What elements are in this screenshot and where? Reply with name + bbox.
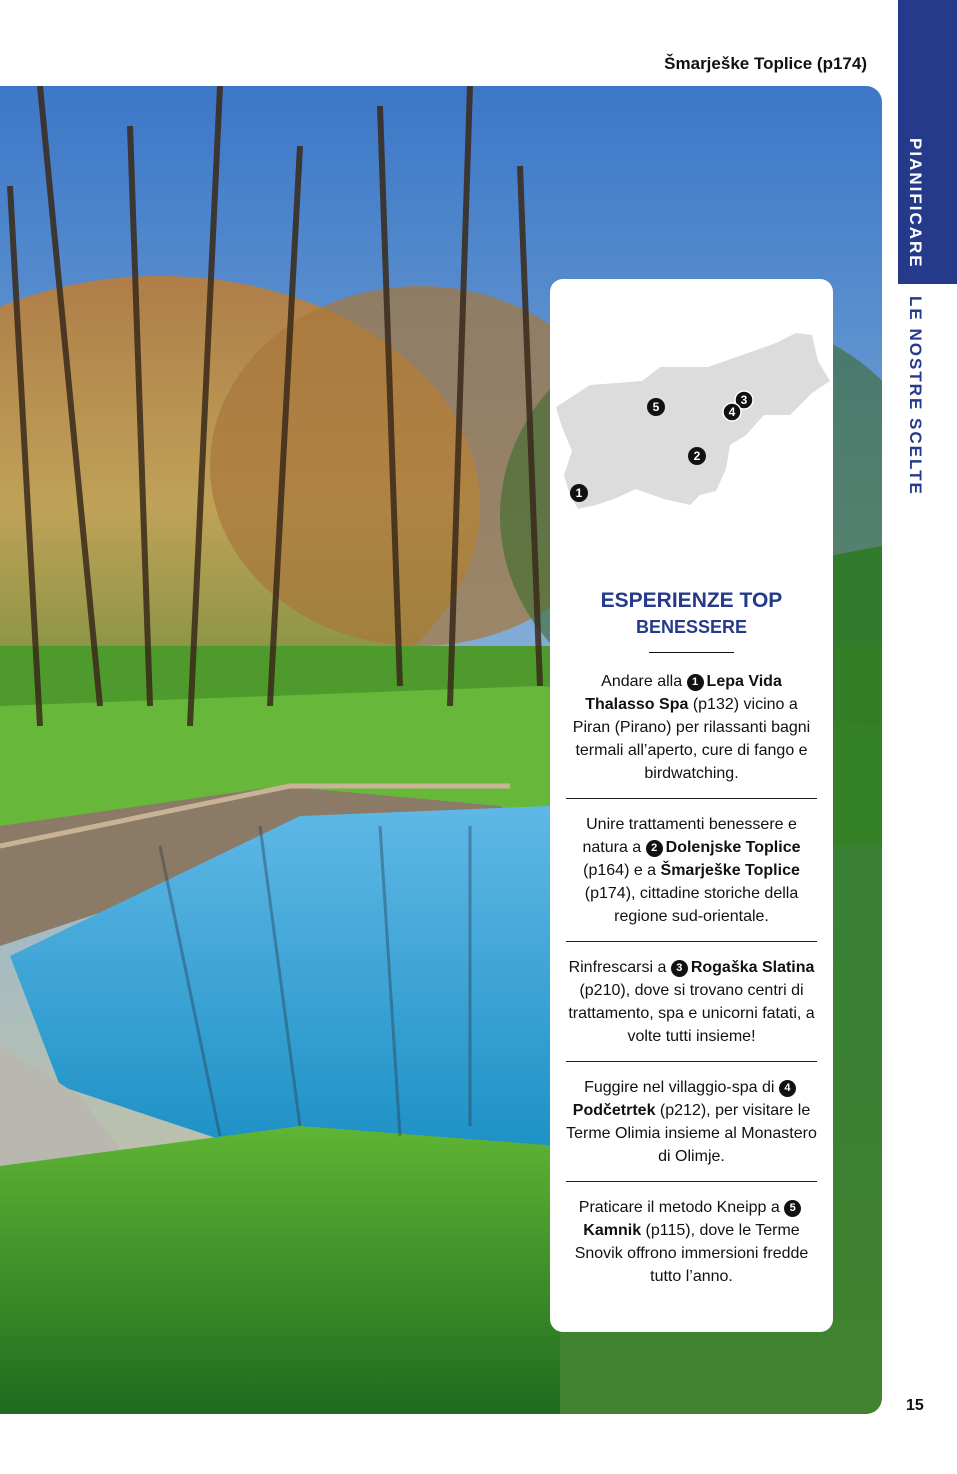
page-number: 15 <box>906 1397 924 1414</box>
subsection-tab-label: LE NOSTRE SCELTE <box>906 296 925 496</box>
svg-text:2: 2 <box>693 449 701 463</box>
svg-text:4: 4 <box>728 405 736 419</box>
number-badge-2: 2 <box>646 840 663 857</box>
experience-entry-5: Praticare il metodo Kneipp a 5Kamnik (p115), dove le Terme Snovik offrono immersioni fredde tutto l’anno. <box>574 1199 809 1285</box>
map-marker-2 <box>688 447 706 465</box>
slovenia-outline <box>556 333 830 509</box>
number-badge-4: 4 <box>779 1080 796 1097</box>
svg-text:3: 3 <box>740 393 748 407</box>
svg-text:5: 5 <box>652 400 660 414</box>
section-side-tab <box>898 0 957 1300</box>
experience-entry-1: Andare alla 1 Lepa Vida Thalasso Spa (p132) vicino a Piran (Pirano) per rilassanti bagni termali all’aperto, cure di fango e birdwatching. <box>566 668 817 799</box>
experience-list <box>566 668 817 1301</box>
slovenia-locator-map <box>550 319 833 559</box>
map-marker-1 <box>570 484 588 502</box>
card-subheading: BENESSERE <box>635 617 748 637</box>
number-badge-3: 3 <box>671 960 688 977</box>
map-marker-5 <box>647 398 665 416</box>
number-badge-1: 1 <box>687 674 704 691</box>
top-experiences-card <box>550 279 833 1332</box>
card-heading: ESPERIENZE TOP <box>600 589 783 612</box>
svg-text:1: 1 <box>575 486 583 500</box>
experience-entry-4: Fuggire nel villaggio-spa di 4Podčetrtek (p212), per visitare le Terme Olimia insieme al Monastero di Olimje. <box>566 1074 817 1182</box>
number-badge-5: 5 <box>784 1200 801 1217</box>
photo-caption: Šmarješke Toplice (p174) <box>664 54 867 73</box>
map-marker-4 <box>723 403 741 421</box>
section-tab-label: PIANIFICARE <box>906 138 925 269</box>
heading-divider <box>649 652 734 653</box>
experience-entry-3: Rinfrescarsi a 3 Rogaška Slatina (p210), dove si trovano centri di trattamento, spa e unicorni fatati, a volte tutti insieme! <box>566 954 817 1062</box>
experience-entry-2: Unire trattamenti benessere e natura a 2 Dolenjske Toplice (p164) e a Šmarješke Toplice (p174), cittadine storiche della regione sud-orientale. <box>566 811 817 942</box>
